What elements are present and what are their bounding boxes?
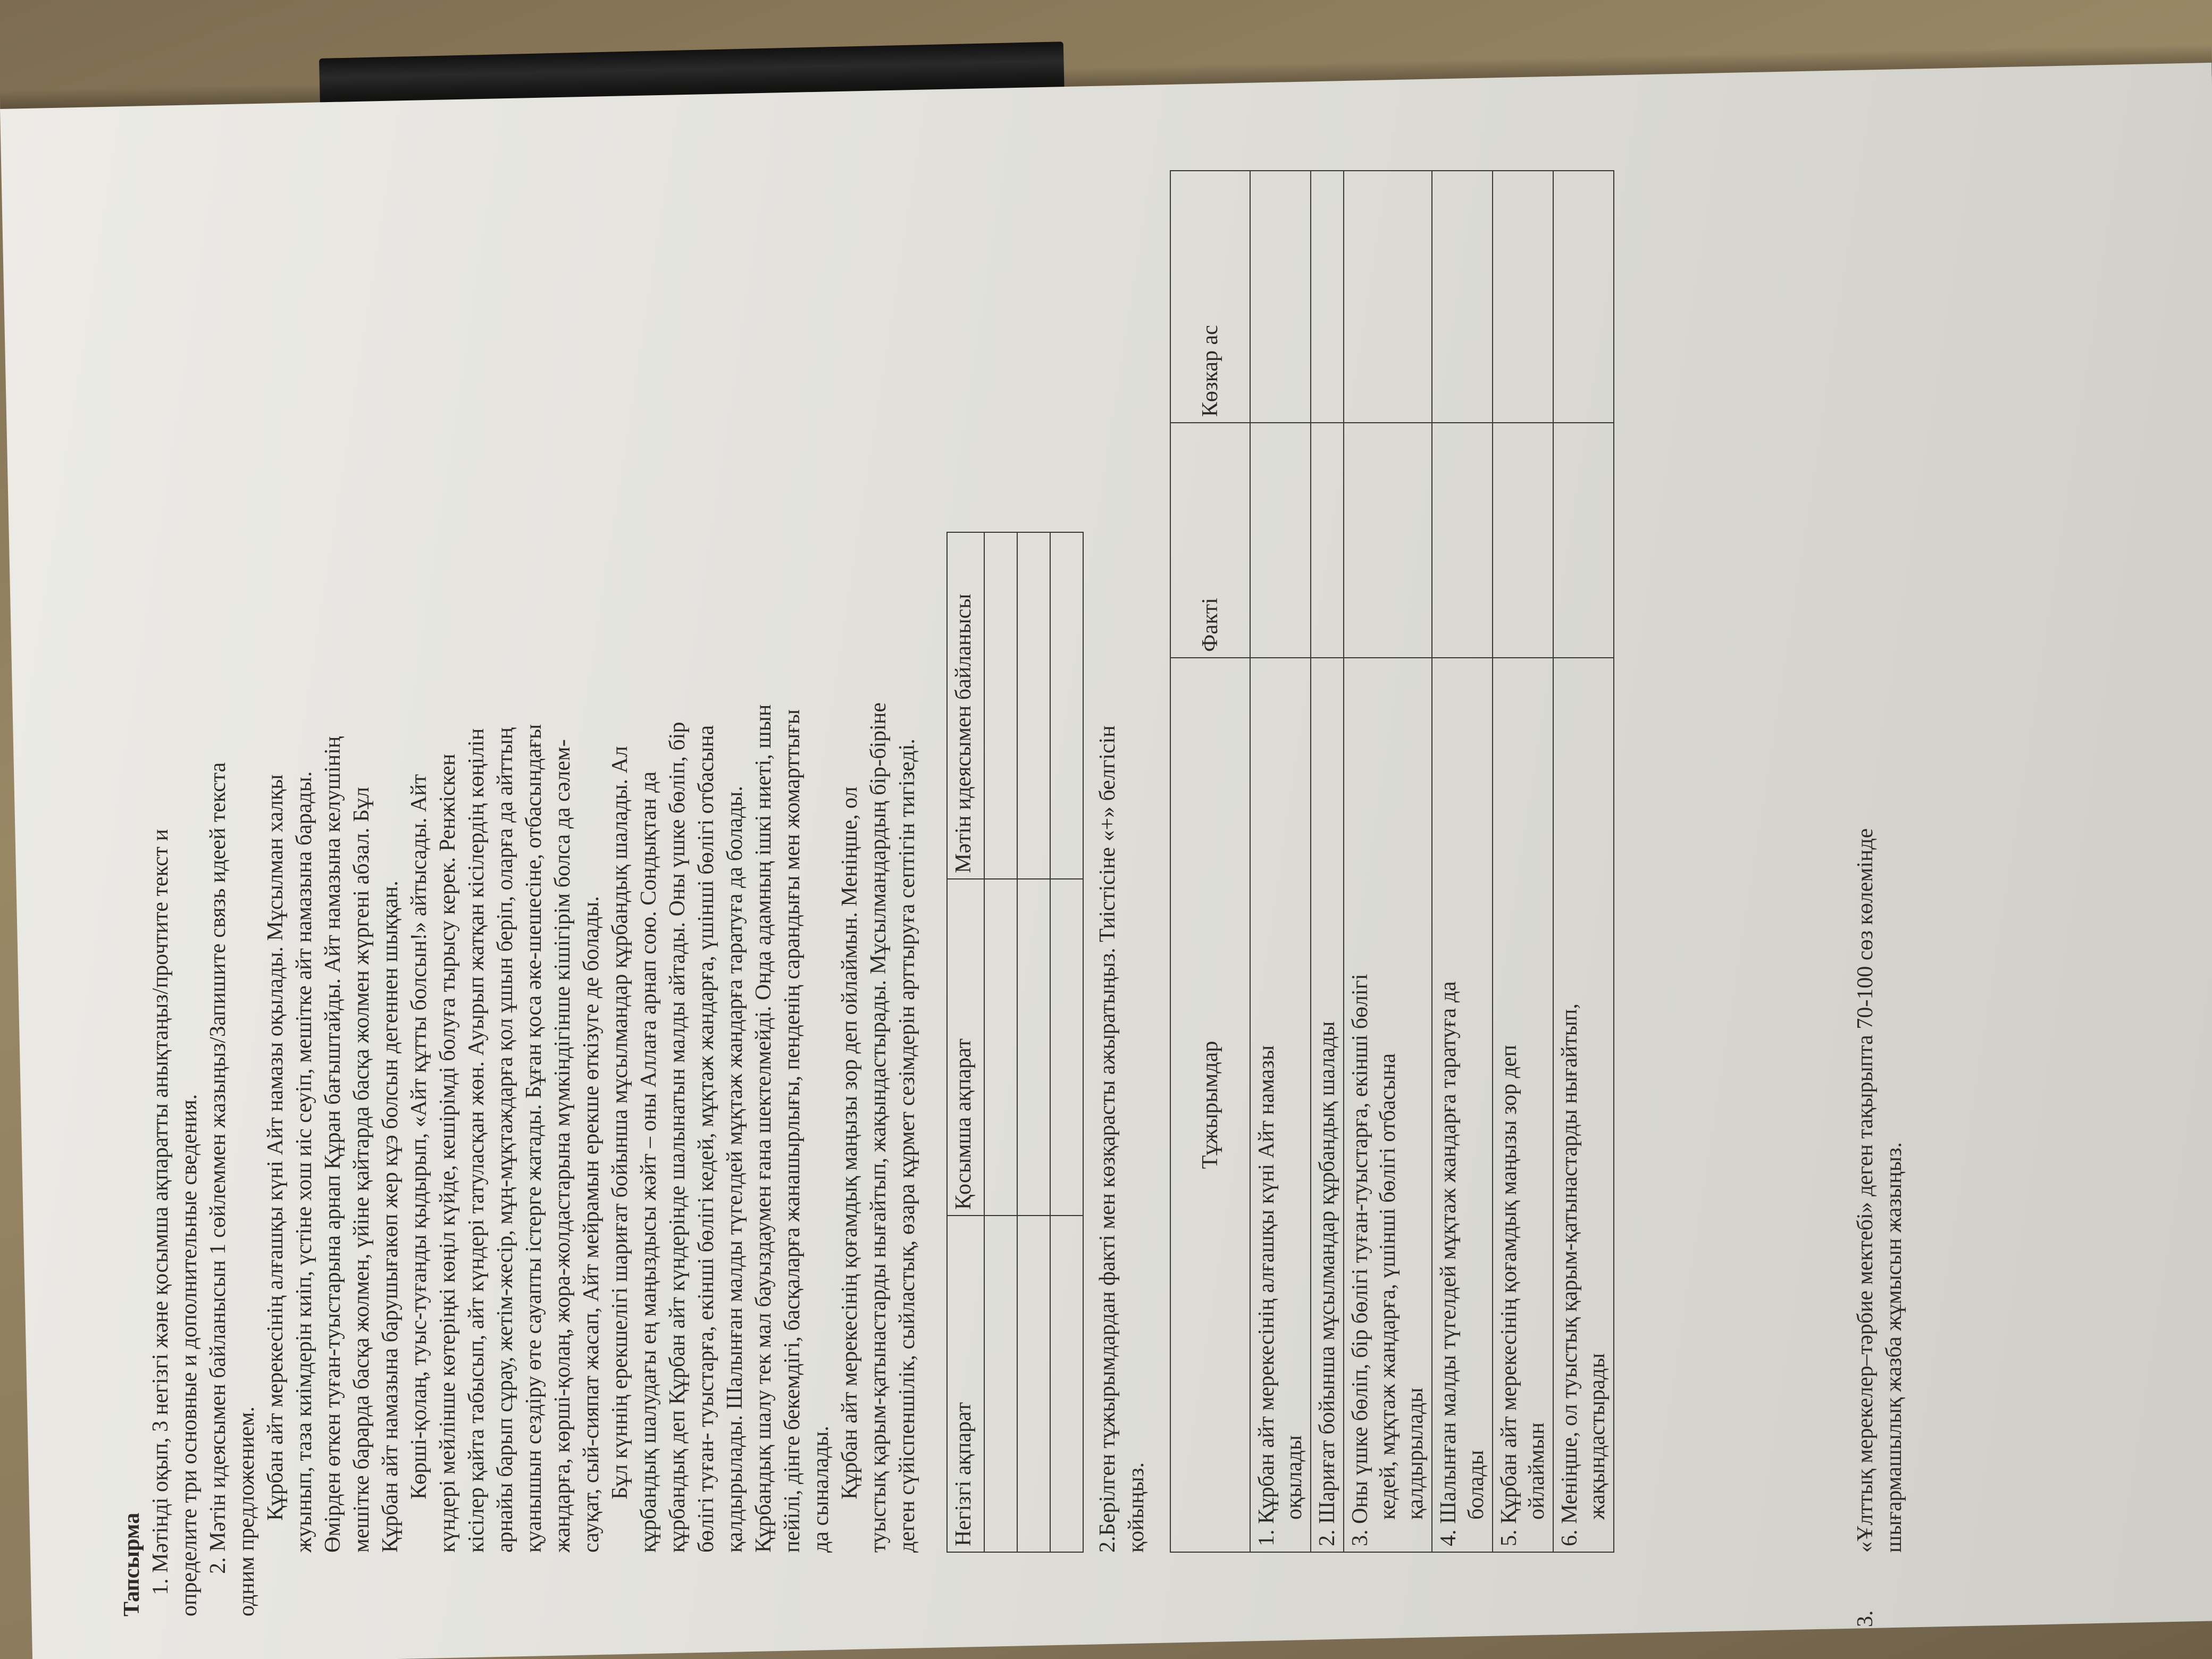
info-table-cell[interactable] — [984, 532, 1017, 879]
info-table-cell[interactable] — [984, 1216, 1017, 1552]
info-table-header-extra: Қосымша ақпарат — [947, 879, 984, 1216]
info-table-cell[interactable] — [1050, 532, 1083, 879]
statement-4: 4. Шалынған малды түгелдей мұқтаж жандарға таратуға да болады — [1432, 658, 1493, 1552]
task3-number: 3. — [1853, 1610, 1878, 1627]
p3-line8: да сыналады. — [809, 1426, 833, 1553]
task1-line1: 1. Мәтінді оқып, 3 негізгі және қосымша ақпаратты анықтаңыз/прочтите текст и — [148, 829, 173, 1595]
p2-line3: кісілер қайта табысып, айт күндері татуласқан жөн. Ауырып жатқан кісілердің көңілін — [464, 728, 489, 1553]
info-table — [946, 532, 1084, 1553]
statement-3: 3. Оны үшке бөліп, бір бөлігі туған-туыстарға, екінші бөлігі кедей, мұқтаж жандарға, үшінші бөлігі отбасына қалдырылады — [1344, 658, 1432, 1552]
opinion-cell-4[interactable] — [1432, 171, 1493, 423]
table-row — [1250, 171, 1311, 1552]
statement-5: 5. Құрбан айт мерекесінің қоғамдық маңызы зор деп ойлаймын — [1493, 658, 1553, 1552]
table-row — [1553, 171, 1614, 1552]
statement-6: 6. Меніңше, ол туыстық қарым-қатынастарды нығайтып, жақындастырады — [1553, 658, 1614, 1552]
p2-line4: арнайы барып сұрау, жетім-жесір, мұң-мұқтаждарға қол ұшын беріп, оларға да айттың — [493, 727, 517, 1553]
p3-line2: құрбандық шалудағы ең маңыздысы жәйт – оны Аллаға арнап сою. Сондықтан да — [636, 771, 661, 1553]
p1-line1: Құрбан айт мерекесінің алғашқы күні Айт намазы оқылады. Мұсылман халқы — [263, 774, 288, 1521]
opinion-header: Көзкар ас — [1170, 171, 1250, 423]
p1-line5: Құрбан айт намазына барушығакөп жер кұэ болсын дегеннен шыққан. — [378, 881, 403, 1553]
fact-cell-2[interactable] — [1311, 423, 1344, 658]
fact-opinion-table — [1170, 170, 1614, 1553]
p2-line5: қуанышын сездіру өте сауапты істерге жатады. Бұған қоса әке-шешесіне, отбасындағы — [522, 724, 546, 1553]
p2-line6: жандарға, көрші-қолаң, жора-жолдастарына мүмкіндігінше кішігірім болса да сәлем- — [550, 739, 575, 1553]
fact-cell-6[interactable] — [1553, 423, 1614, 658]
info-table-cell[interactable] — [1017, 879, 1050, 1216]
info-table-cell[interactable] — [1017, 1216, 1050, 1552]
heading: Тапсырма — [120, 1512, 144, 1616]
task3-line2: шығармашылық жазба жұмысын жазыңыз. — [1882, 1142, 1906, 1553]
task2-line1: 2. Мәтін идеясымен байланысын 1 сөйлеммен жазыңыз/Запишите связь идеей текста — [206, 762, 230, 1574]
info-table-row — [1017, 532, 1050, 1552]
opinion-cell-6[interactable] — [1553, 171, 1614, 423]
fact-header: Факті — [1170, 423, 1250, 658]
p2-line2: күндері мейлінше көтеріңкі көңіл күйде, кешірімді болуға тырысу керек. Ренжіскен — [435, 753, 460, 1553]
info-table-cell[interactable] — [1050, 879, 1083, 1216]
p3-line7: пейілі, дінге бекемдігі, басқаларға жанашырлығы, пенденің сарандығы мен жомарттығы — [780, 709, 805, 1553]
p4-line3: деген сүйіспеншілік, сыйластық, өзара құрмет сезімдерін арттыруға септігін тигізеді. — [895, 739, 919, 1553]
info-table-row — [1050, 532, 1083, 1552]
info-table-cell[interactable] — [1050, 1216, 1083, 1552]
opinion-cell-1[interactable] — [1250, 171, 1311, 423]
statement-2: 2. Шариғат бойынша мұсылмандар құрбандық шалады — [1311, 658, 1344, 1552]
p2-line1: Көрші-қолаң, туыс-туғанды қыдырып, «Айт құтты болсын!» айтысады. Айт — [407, 774, 431, 1499]
p1-line2: жуынып, таза киімдерін киіп, үстіне хош иіс сеуіп, мешітке айт намазына барады. — [292, 771, 316, 1553]
task2b-line1: 2.Берілген тұжырымдардан факті мен көзқарасты ажыратыңыз. Тиістісіне «+» белгісін — [1095, 725, 1120, 1553]
info-table-header-idea: Мәтін идеясымен байланысы — [947, 532, 984, 879]
statement-1: 1. Құрбан айт мерекесінің алғашқы күні Айт намазы оқылады — [1250, 658, 1311, 1552]
table-row — [1311, 171, 1344, 1552]
opinion-cell-5[interactable] — [1493, 171, 1553, 423]
table-row — [1344, 171, 1432, 1552]
p2-line7: сауқат, сый-сияпат жасап, Айт мейрамын ерекше өткізуге де болады. — [579, 896, 604, 1553]
task1-line2: определите три основные и дополнительные сведения. — [177, 1094, 202, 1616]
fact-cell-3[interactable] — [1344, 423, 1432, 658]
table-row — [1432, 171, 1493, 1552]
p3-line6: Құрбандық шалу тек мал бауыздаумен ғана шектелмейді. Онда адамның ішкі ниеті, шын — [751, 704, 776, 1553]
task2-line2: одним предложением. — [234, 1406, 259, 1616]
p1-line4: мешітке барарда басқа жолмен, үйіне қайтарда басқа жолмен жүргені абзал. Бұл — [349, 786, 374, 1553]
worksheet-page — [117, 85, 2084, 1627]
info-table-cell[interactable] — [984, 879, 1017, 1216]
opinion-cell-2[interactable] — [1311, 171, 1344, 423]
opinion-cell-3[interactable] — [1344, 171, 1432, 423]
table-row — [1493, 171, 1553, 1552]
task3-line1: «Ұлттық мерекелер–тәрбие мектебі» деген тақырыпта 70-100 сөз көлемінде — [1853, 828, 1878, 1553]
statements-header: Тұжырымдар — [1170, 658, 1250, 1552]
p3-line3: құрбандық деп Құрбан айт күндерінде шалынатын малды айтады. Оны үшке бөліп, бір — [665, 722, 690, 1553]
p3-line4: бөлігі туған- туыстарға, екінші бөлігі кедей, мұқтаж жандарға, үшінші бөлігі отбасына — [694, 725, 718, 1553]
p3-line5: қалдырылады. Шалынған малды түгелдей мұқтаж жандарға таратуға да болады. — [723, 786, 747, 1553]
p4-line1: Құрбан айт мерекесінің қоғамдық маңызы зор деп ойлаймын. Меніңше, ол — [837, 786, 862, 1499]
p4-line2: туыстық қарым-қатынастарды нығайтып, жақындастырады. Мұсылмандардың бір-біріне — [866, 702, 891, 1553]
fact-cell-1[interactable] — [1250, 423, 1311, 658]
info-table-cell[interactable] — [1017, 532, 1050, 879]
info-table-header-main: Негізгі ақпарат — [947, 1216, 984, 1552]
fact-cell-5[interactable] — [1493, 423, 1553, 658]
p1-line3: Өмірден өткен туған-туыстарына арнап Құран бағыштайды. Айт намазына келушінің — [321, 736, 345, 1553]
fact-cell-4[interactable] — [1432, 423, 1493, 658]
task2b-line2: қойыңыз. — [1124, 1462, 1149, 1553]
info-table-row — [984, 532, 1017, 1552]
p3-line1: Бұл күннің ерекшелігі шариғат бойынша мұсылмандар құрбандық шалады. Ал — [608, 746, 632, 1499]
